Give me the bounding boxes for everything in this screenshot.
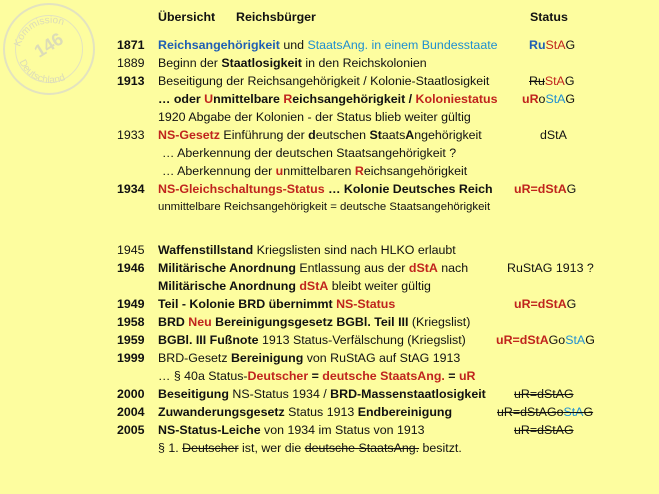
- text-equals: =: [308, 369, 323, 383]
- text-deutscher: Deutscher: [247, 369, 309, 383]
- text-dsta: dStA: [408, 261, 438, 275]
- text-beseitigung: Beseitigung: [158, 387, 229, 401]
- text-dsta: dStA: [299, 279, 329, 293]
- year: 2005: [117, 423, 145, 437]
- text-eichsangehoerigkeit: eichsangehörigkeit: [363, 164, 468, 178]
- text-ns-status-1934: NS-Status 1934 /: [228, 387, 331, 401]
- text-eutschen: eutschen: [315, 128, 370, 142]
- text-eichsangehoerigkeit: eichsangehörigkeit /: [292, 92, 416, 106]
- status-sta: StA: [565, 333, 586, 347]
- status-sta: StA: [545, 38, 566, 52]
- seal-arc-top: Kommission: [12, 14, 66, 49]
- text-nmittelbaren: nmittelbaren: [283, 164, 355, 178]
- text-ns-gesetz: NS-Gesetz: [158, 128, 220, 142]
- text-d: d: [308, 128, 316, 142]
- text-bleibt-gueltig: bleibt weiter gültig: [328, 279, 431, 293]
- status-sta: StA: [563, 405, 584, 419]
- text-rustag-auf-stag: von RuStAG auf StAG 1913: [303, 351, 461, 365]
- text-ngehoerigkeit: ngehörigkeit: [414, 128, 482, 142]
- text-deutsche-staatsang-struck: deutsche StaatsAng.: [304, 441, 420, 455]
- text-ist-wer-die: ist, wer die: [238, 441, 305, 455]
- text-staatlosigkeit: Staatlosigkeit: [221, 56, 302, 70]
- status-rustag-1871: [529, 36, 575, 54]
- text-u: u: [275, 164, 284, 178]
- status-go: Go: [548, 333, 566, 347]
- text-ur: uR: [458, 369, 476, 383]
- text-von-1934: von 1934 im Status von 1913: [260, 423, 425, 437]
- status-sta: StA: [544, 74, 565, 88]
- text-militaerische-anordnung: Militärische Anordnung: [158, 279, 296, 293]
- status-ur-dstag-struck: uR=dStAG: [514, 423, 574, 437]
- year: 1945: [117, 243, 145, 257]
- status-ur-dsta: uR=dStA: [496, 333, 549, 347]
- commission-seal: [3, 3, 95, 95]
- year: 2000: [117, 387, 145, 401]
- text-ns-status: NS-Status: [336, 297, 396, 311]
- text-aberkennung-dsta: … Aberkennung der deutschen Staatsangehörigkeit ?: [162, 146, 457, 160]
- status-sta: StA: [545, 92, 566, 106]
- header-status: Status: [530, 10, 568, 24]
- text-bereinigung: Bereinigung: [230, 351, 304, 365]
- year: 1933: [117, 128, 145, 142]
- text-a: A: [405, 128, 415, 142]
- text-brd-gesetz: BRD-Gesetz: [158, 351, 231, 365]
- status-g: G: [566, 297, 577, 311]
- year: 1913: [117, 74, 145, 88]
- text-paragraph-40a: … § 40a Status-: [158, 369, 248, 383]
- status-g: G: [583, 405, 594, 419]
- text-koloniestatus: Koloniestatus: [415, 92, 498, 106]
- text-staatsang: StaatsAng. in einem Bundesstaate: [307, 38, 498, 52]
- text-status-1913: Status 1913: [284, 405, 358, 419]
- status-ur-dsta: uR=dStA: [514, 182, 567, 196]
- status-g: G: [565, 92, 576, 106]
- text-u: U: [204, 92, 214, 106]
- status-o: o: [538, 92, 546, 106]
- text-beseitigung: Beseitigung der Reichsangehörigkeit / Kolonie-Staatlosigkeit: [158, 74, 490, 88]
- year: 1949: [117, 297, 145, 311]
- text-und: und: [279, 38, 308, 52]
- status-g: G: [585, 333, 595, 347]
- seal-number: 146: [30, 28, 67, 62]
- status-ur-dsta: uR=dStA: [514, 297, 567, 311]
- status-ur-dstago: uR=dStAGo: [497, 405, 564, 419]
- status-ur-dstag-1934: [514, 180, 576, 198]
- year: 2004: [117, 405, 145, 419]
- status-dsta: dStA: [540, 128, 567, 142]
- status-ru: Ru: [529, 74, 545, 88]
- text-deutscher-struck: Deutscher: [182, 441, 239, 455]
- status-rustag-1913: [529, 72, 574, 90]
- text-einfuehrung: Einführung der: [219, 128, 309, 142]
- text-nmittelbare: nmittelbare: [213, 92, 284, 106]
- status-ru: Ru: [529, 38, 546, 52]
- text-kriegslist: (Kriegslist): [408, 315, 471, 329]
- status-ur-dstag-1949: [514, 295, 576, 313]
- status-g: G: [564, 74, 575, 88]
- text-equals: =: [444, 369, 459, 383]
- year: 1934: [117, 182, 145, 196]
- text-deutsche-staatsang: deutsche StaatsAng.: [322, 369, 445, 383]
- status-ur-dstag-struck: uR=dStAG: [514, 387, 574, 401]
- text-r: R: [354, 164, 364, 178]
- status-g: G: [565, 38, 576, 52]
- text-kolonie-deutsches-reich: … Kolonie Deutsches Reich: [324, 182, 493, 196]
- status-urostag: [522, 90, 575, 108]
- text-waffenstillstand: Waffenstillstand: [158, 243, 254, 257]
- year: 1999: [117, 351, 145, 365]
- header-reichsbuerger: Reichsbürger: [236, 10, 316, 24]
- year: 1946: [117, 261, 145, 275]
- text-bereinigungsgesetz: Bereinigungsgesetz BGBl. Teil III: [211, 315, 409, 329]
- text-zuwanderungsgesetz: Zuwanderungsgesetz: [158, 405, 285, 419]
- text-abgabe-kolonien: 1920 Abgabe der Kolonien - der Status blieb weiter gültig: [158, 110, 471, 124]
- text-endbereinigung: Endbereinigung: [357, 405, 453, 419]
- seal-arc-bottom: Deutschland: [16, 57, 67, 87]
- year: 1889: [117, 56, 145, 70]
- text-reichsangehoerigkeit: Reichsangehörigkeit: [158, 38, 280, 52]
- year: 1871: [117, 38, 145, 52]
- text-massenstaatlosigkeit: BRD-Massenstaatlosigkeit: [330, 387, 486, 401]
- text-kriegslisten: Kriegslisten sind nach HLKO erlaubt: [253, 243, 456, 257]
- year: 1958: [117, 315, 145, 329]
- status-ur-dstagostag-struck: [497, 403, 593, 421]
- text-entlassung: Entlassung aus der: [295, 261, 409, 275]
- text-ns-status-leiche: NS-Status-Leiche: [158, 423, 261, 437]
- text-ns-gleichschaltung: NS-Gleichschaltungs-Status: [158, 182, 325, 196]
- text-aberkennung: … Aberkennung der: [162, 164, 276, 178]
- text-bgbl-fussnote: BGBl. III Fußnote: [158, 333, 259, 347]
- status-ur-dstagostag: [496, 331, 595, 349]
- text-beginn: Beginn der: [158, 56, 222, 70]
- year: 1959: [117, 333, 145, 347]
- text-brd: BRD: [158, 315, 189, 329]
- text-reichskolonien: in den Reichskolonien: [301, 56, 427, 70]
- text-besitzt: besitzt.: [419, 441, 462, 455]
- text-status-verfaelschung: 1913 Status-Verfälschung (Kriegslist): [258, 333, 466, 347]
- table-header: [158, 10, 659, 26]
- text-oder: … oder: [158, 92, 205, 106]
- status-rustag-1913-question: RuStAG 1913 ?: [507, 261, 594, 275]
- status-g: G: [566, 182, 577, 196]
- text-unmittelbare-gleich-deutsche: unmittelbare Reichsangehörigkeit = deutsche Staatsangehörigkeit: [158, 201, 491, 213]
- header-overview: Übersicht: [158, 10, 216, 24]
- text-teil-kolonie-brd: Teil - Kolonie BRD übernimmt: [158, 297, 337, 311]
- text-paragraph-1: § 1.: [158, 441, 183, 455]
- text-aats: aats: [381, 128, 406, 142]
- text-neu: Neu: [188, 315, 212, 329]
- status-ur: uR: [522, 92, 539, 106]
- text-militaerische-anordnung: Militärische Anordnung: [158, 261, 296, 275]
- text-r: R: [283, 92, 293, 106]
- text-nach: nach: [437, 261, 469, 275]
- text-st: St: [369, 128, 382, 142]
